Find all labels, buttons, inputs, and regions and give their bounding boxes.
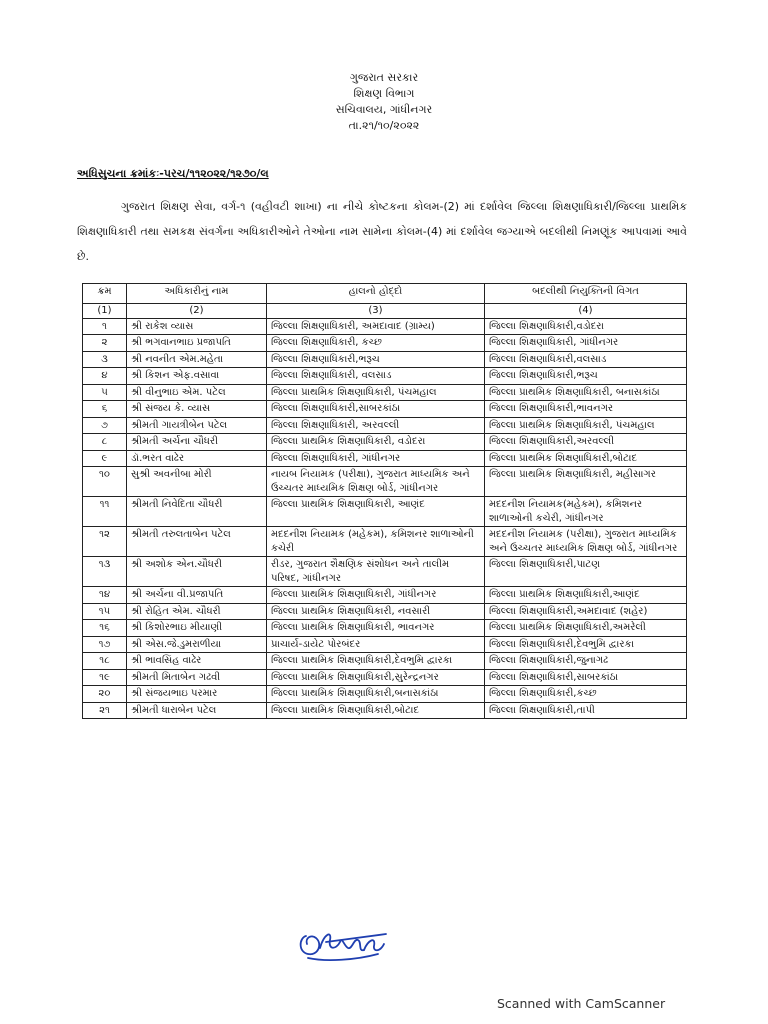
serial-cell: ૨૦	[83, 686, 127, 703]
table-row	[83, 557, 687, 587]
current-post-cell: જિલ્લા શિક્ષણાધિકારી, વલસાડ	[267, 368, 485, 385]
current-post-cell: જિલ્લા પ્રાથમિક શિક્ષણાધિકારી, ભાવનગર	[267, 620, 485, 637]
table-row	[83, 434, 687, 451]
table-row	[83, 587, 687, 604]
officer-name-cell: શ્રી રાકેશ વ્યાસ	[127, 318, 267, 335]
new-posting-cell: જિલ્લા શિક્ષણાધિકારી,કચ્છ	[485, 686, 687, 703]
serial-cell: ૧૮	[83, 653, 127, 670]
serial-cell: ૧૫	[83, 603, 127, 620]
serial-cell: ૯	[83, 450, 127, 467]
serial-cell: ૩	[83, 351, 127, 368]
serial-cell: ૧૬	[83, 620, 127, 637]
current-post-cell: જિલ્લા પ્રાથમિક શિક્ષણાધિકારી, નવસારી	[267, 603, 485, 620]
serial-cell: ૧૨	[83, 527, 127, 557]
current-post-cell: જિલ્લા પ્રાથમિક શિક્ષણાધિકારી, પંચમહાલ	[267, 384, 485, 401]
new-posting-cell: મદદનીશ નિયામક(મહેકમ), કમિશનર શાળાઓની કચેરી, ગાંધીનગર	[485, 497, 687, 527]
current-post-cell: જિલ્લા પ્રાથમિક શિક્ષણાધિકારી,દેવભુમિ દ્વારકા	[267, 653, 485, 670]
current-post-cell: જિલ્લા શિક્ષણાધિકારી, કચ્છ	[267, 335, 485, 352]
officer-name-cell: શ્રી વીનુભાઇ એમ. પટેલ	[127, 384, 267, 401]
table-row	[83, 686, 687, 703]
intro-paragraph: ગુજરાત શિક્ષણ સેવા, વર્ગ-૧ (વહીવટી શાખા) ના નીચે કોષ્ટકના કોલમ-(2) માં દર્શાવેલ જિલ્લા શિક્ષણાધિકારી/જિલ્લા પ્રાથમિક શિક્ષણાધિકારી તથા સમકક્ષ સંવર્ગના અધિકારીઓને તેઓના નામ સામેના કોલમ-(4) માં દર્શાવેલ જગ્યાએ બદલીથી નિમણૂંક આપવામાં આવે છે.	[77, 200, 687, 263]
current-post-cell: જિલ્લા પ્રાથમિક શિક્ષણાધિકારી, આણંદ	[267, 497, 485, 527]
table-row	[83, 653, 687, 670]
current-post-cell: રીડર, ગુજરાત શૈક્ષણિક સંશોધન અને તાલીમ પરિષદ, ગાંધીનગર	[267, 557, 485, 587]
new-posting-cell: મદદનીશ નિયામક (પરીક્ષા), ગુજરાત માધ્યમિક અને ઉચ્ચતર માધ્યમિક શિક્ષણ બોર્ડ, ગાંધીનગર	[485, 527, 687, 557]
new-posting-cell: જિલ્લા શિક્ષણાધિકારી,અમદાવાદ (શહેર)	[485, 603, 687, 620]
table-row	[83, 384, 687, 401]
camscanner-watermark: Scanned with CamScanner	[497, 996, 666, 1011]
new-posting-cell: જિલ્લા શિક્ષણાધિકારી, ગાંધીનગર	[485, 335, 687, 352]
officer-name-cell: શ્રી રોહિત એમ. ચૌધરી	[127, 603, 267, 620]
new-posting-cell: જિલ્લા પ્રાથમિક શિક્ષણાધિકારી, મહીસાગર	[485, 467, 687, 497]
serial-cell: ૧૯	[83, 669, 127, 686]
serial-cell: ૪	[83, 368, 127, 385]
table-row	[83, 318, 687, 335]
header-new-posting: બદલીથી નિયુક્તિની વિગત	[485, 284, 687, 304]
current-post-cell: જિલ્લા શિક્ષણાધિકારી,ભરૂચ	[267, 351, 485, 368]
table-row	[83, 417, 687, 434]
table-row	[83, 467, 687, 497]
col-number: (4)	[485, 304, 687, 319]
officer-name-cell: શ્રીમતી તરુલતાબેન પટેલ	[127, 527, 267, 557]
current-post-cell: મદદનીશ નિયામક (મહેકમ), કમિશનર શાળાઓની કચેરી	[267, 527, 485, 557]
new-posting-cell: જિલ્લા શિક્ષણાધિકારી,ભરૂચ	[485, 368, 687, 385]
officer-name-cell: શ્રીમતી ગાયત્રીબેન પટેલ	[127, 417, 267, 434]
table-row	[83, 527, 687, 557]
current-post-cell: જિલ્લા પ્રાથમિક શિક્ષણાધિકારી,સુરેન્દ્રનગર	[267, 669, 485, 686]
table-body	[83, 318, 687, 719]
new-posting-cell: જિલ્લા શિક્ષણાધિકારી,તાપી	[485, 702, 687, 719]
serial-cell: ૨૧	[83, 702, 127, 719]
table-row	[83, 368, 687, 385]
serial-cell: ૧૩	[83, 557, 127, 587]
document-date: તા.૨૧/૧૦/૨૦૨૨	[348, 119, 420, 132]
officer-name-cell: શ્રીમતી ધારાબેન પટેલ	[127, 702, 267, 719]
notification-number: અધિસુચના ક્રમાંકઃ-પરચ/૧૧૨૦૨૨/૧૨૭૦/લ	[77, 167, 269, 180]
current-post-cell: જિલ્લા શિક્ષણાધિકારી,સાબરકાંઠા	[267, 401, 485, 418]
officer-name-cell: શ્રી કિશન એફ.વસાવા	[127, 368, 267, 385]
government-name: ગુજરાત સરકાર	[349, 71, 419, 84]
current-post-cell: જિલ્લા શિક્ષણાધિકારી, અમદાવાદ (ગ્રામ્ય)	[267, 318, 485, 335]
col-number: (1)	[83, 304, 127, 319]
table-row	[83, 497, 687, 527]
serial-cell: ૫	[83, 384, 127, 401]
new-posting-cell: જિલ્લા શિક્ષણાધિકારી,ભાવનગર	[485, 401, 687, 418]
officer-name-cell: શ્રીમતી અર્ચના ચૌધરી	[127, 434, 267, 451]
officer-name-cell: શ્રીમતી નિવેદિતા ચૌધરી	[127, 497, 267, 527]
table-row	[83, 636, 687, 653]
serial-cell: ૭	[83, 417, 127, 434]
table-row	[83, 351, 687, 368]
officer-name-cell: શ્રી અશોક એન.ચૌધરી	[127, 557, 267, 587]
officer-name-cell: શ્રી એસ.જે.ડુમરાળીયા	[127, 636, 267, 653]
current-post-cell: જિલ્લા શિક્ષણાધિકારી, અરવલ્લી	[267, 417, 485, 434]
document-header	[0, 70, 768, 134]
officer-name-cell: શ્રી સંજય કે. વ્યાસ	[127, 401, 267, 418]
officer-name-cell: શ્રી ભાવસિંહ વાઢેર	[127, 653, 267, 670]
new-posting-cell: જિલ્લા પ્રાથમિક શિક્ષણાધિકારી, બનાસકાંઠા	[485, 384, 687, 401]
new-posting-cell: જિલ્લા શિક્ષણાધિકારી,સાબરકાંઠા	[485, 669, 687, 686]
header-officer-name: અધિકારીનું નામ	[127, 284, 267, 304]
current-post-cell: નાયબ નિયામક (પરીક્ષા), ગુજરાત માધ્યમિક અને ઉચ્ચતર માધ્યમિક શિક્ષણ બોર્ડ, ગાંધીનગર	[267, 467, 485, 497]
new-posting-cell: જિલ્લા પ્રાથમિક શિક્ષણાધિકારી,અમરેલી	[485, 620, 687, 637]
header-serial: ક્રમ	[83, 284, 127, 304]
table-row	[83, 401, 687, 418]
officer-name-cell: શ્રી અર્ચના વી.પ્રજાપતિ	[127, 587, 267, 604]
serial-cell: ૬	[83, 401, 127, 418]
officer-name-cell: શ્રીમતી મિતાબેન ગઢવી	[127, 669, 267, 686]
serial-cell: ૧૪	[83, 587, 127, 604]
table-row	[83, 450, 687, 467]
new-posting-cell: જિલ્લા શિક્ષણાધિકારી,વડોદરા	[485, 318, 687, 335]
officer-name-cell: શ્રી ભગવાનભાઇ પ્રજાપતિ	[127, 335, 267, 352]
new-posting-cell: જિલ્લા પ્રાથમિક શિક્ષણાધિકારી,આણંદ	[485, 587, 687, 604]
officer-name-cell: શ્રી સંજયભાઇ પરમાર	[127, 686, 267, 703]
serial-cell: ૨	[83, 335, 127, 352]
new-posting-cell: જિલ્લા પ્રાથમિક શિક્ષણાધિકારી, પંચમહાલ	[485, 417, 687, 434]
signature-graphic	[296, 918, 401, 966]
new-posting-cell: જિલ્લા પ્રાથમિક શિક્ષણાધિકારી,બોટાદ	[485, 450, 687, 467]
office-address: સચિવાલય, ગાંધીનગર	[335, 103, 433, 116]
serial-cell: ૧	[83, 318, 127, 335]
signature	[296, 918, 401, 970]
current-post-cell: જિલ્લા પ્રાથમિક શિક્ષણાધિકારી, ગાંધીનગર	[267, 587, 485, 604]
table-row	[83, 669, 687, 686]
table-row	[83, 702, 687, 719]
col-number: (3)	[267, 304, 485, 319]
department-name: શિક્ષણ વિભાગ	[353, 87, 415, 100]
header-current-post: હાલનો હોદ્દો	[267, 284, 485, 304]
current-post-cell: જિલ્લા પ્રાથમિક શિક્ષણાધિકારી,બનાસકાંઠા	[267, 686, 485, 703]
officer-name-cell: સુશ્રી અવનીબા મોરી	[127, 467, 267, 497]
new-posting-cell: જિલ્લા શિક્ષણાધિકારી,દેવભુમિ દ્વારકા	[485, 636, 687, 653]
new-posting-cell: જિલ્લા શિક્ષણાધિકારી,પાટણ	[485, 557, 687, 587]
table-row	[83, 335, 687, 352]
serial-cell: ૧૧	[83, 497, 127, 527]
current-post-cell: જિલ્લા શિક્ષણાધિકારી, ગાંધીનગર	[267, 450, 485, 467]
current-post-cell: જિલ્લા પ્રાથમિક શિક્ષણાધિકારી, વડોદરા	[267, 434, 485, 451]
serial-cell: ૧૦	[83, 467, 127, 497]
table-row	[83, 603, 687, 620]
serial-cell: ૧૭	[83, 636, 127, 653]
officer-name-cell: શ્રી નવનીત એમ.મહેતા	[127, 351, 267, 368]
new-posting-cell: જિલ્લા શિક્ષણાધિકારી,જુનાગઢ	[485, 653, 687, 670]
table-header-row	[83, 284, 687, 304]
col-number: (2)	[127, 304, 267, 319]
serial-cell: ૮	[83, 434, 127, 451]
current-post-cell: જિલ્લા પ્રાથમિક શિક્ષણાધિકારી,બોટાદ	[267, 702, 485, 719]
transfer-table	[82, 283, 687, 719]
current-post-cell: પ્રાચાર્ય-ડાયેટ પોરબંદર	[267, 636, 485, 653]
new-posting-cell: જિલ્લા શિક્ષણાધિકારી,અરવલ્લી	[485, 434, 687, 451]
new-posting-cell: જિલ્લા શિક્ષણાધિકારી,વલસાડ	[485, 351, 687, 368]
column-number-row	[83, 304, 687, 319]
officer-name-cell: શ્રી કિશોરભાઇ મીયાણી	[127, 620, 267, 637]
table-row	[83, 620, 687, 637]
officer-name-cell: ડૉ.ભરત વાઢેર	[127, 450, 267, 467]
